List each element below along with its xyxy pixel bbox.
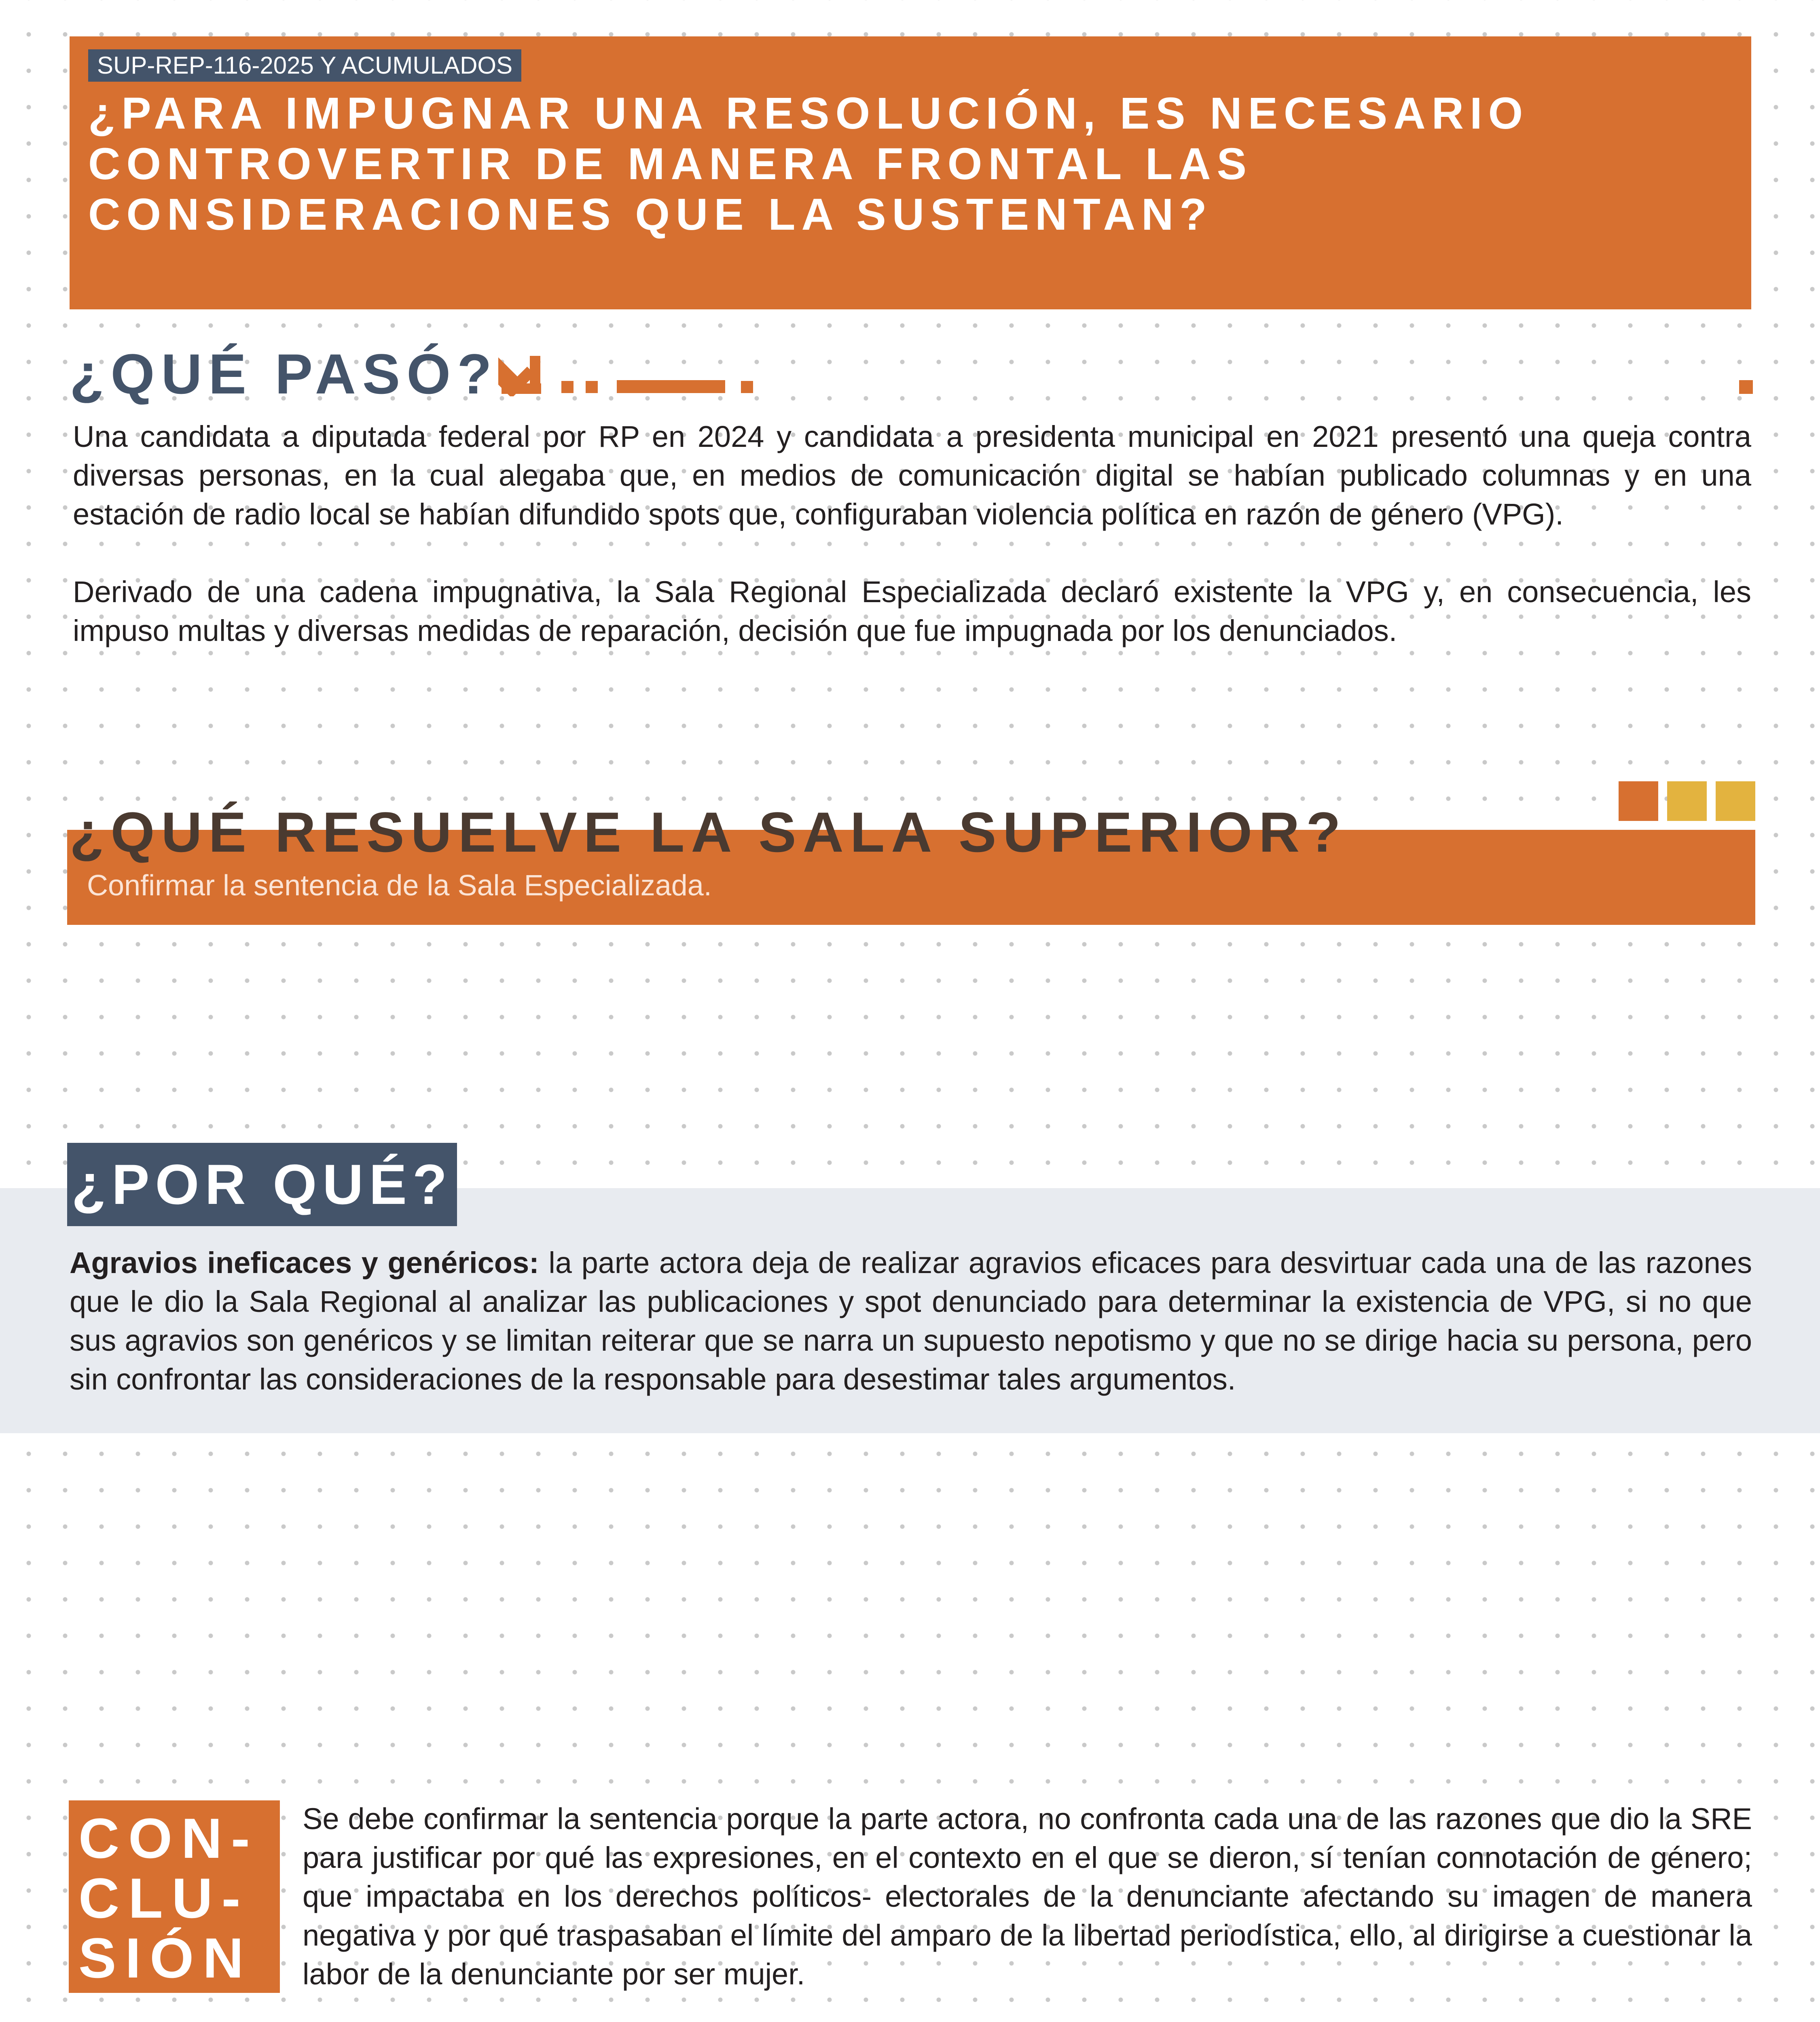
conclusion-heading-line: SIÓN xyxy=(78,1926,253,1990)
decorative-square xyxy=(1667,781,1707,821)
arrow-down-right-icon xyxy=(498,352,543,396)
que-paso-paragraph-1: Una candidata a diputada federal por RP en 2024 y candidata a presidenta municipal en 2021 presentó una queja contra diversas personas, en la cual alegaba que, en medios de comunicación digital se habían publicado columnas y en una estación de radio local se habían difundido spots que, configuraban violencia política en razón de género (VPG). xyxy=(73,420,1751,531)
resolution-text: Confirmar la sentencia de la Sala Especializada. xyxy=(87,869,712,902)
decorative-square xyxy=(1619,781,1658,821)
main-question-line: CONSIDERACIONES QUE LA SUSTENTAN? xyxy=(88,190,1213,239)
por-que-lead: Agravios ineficaces y genéricos: xyxy=(70,1246,539,1280)
conclusion-paragraph: Se debe confirmar la sentencia porque la parte actora, no confronta cada una de las razones que dio la SRE para justificar por qué las expresiones, en el contexto en el que se dieron, sí tenían connotación de género; que impactaba en los derechos políticos- electorales de la denunciante afectando su imagen de manera negativa y por qué traspasaban el límite del amparo de la libertad periodística, ello, al dirigirse a cuestionar la labor de la denunciante por ser mujer. xyxy=(303,1802,1752,1991)
main-question-line: ¿PARA IMPUGNAR UNA RESOLUCIÓN, ES NECESARIO xyxy=(88,89,1529,138)
que-paso-paragraph-2: Derivado de una cadena impugnativa, la Sala Regional Especializada declaró existente la VPG y, en consecuencia, les impuso multas y diversas medidas de reparación, decisión que fue impugnada por los denunciados. xyxy=(73,575,1751,647)
por-que-paragraph xyxy=(70,1244,1752,1399)
decorative-dot xyxy=(741,381,753,393)
decorative-dash xyxy=(617,380,725,393)
conclusion-heading-line: CON- xyxy=(78,1806,259,1870)
decorative-dot xyxy=(561,381,574,393)
decorative-square xyxy=(1716,781,1755,821)
conclusion-heading-line: CLU- xyxy=(78,1866,250,1930)
case-number-tag: SUP-REP-116-2025 Y ACUMULADOS xyxy=(88,49,521,82)
decorative-dot xyxy=(1739,380,1753,394)
main-question-line: CONTROVERTIR DE MANERA FRONTAL LAS xyxy=(88,139,1253,189)
por-que-heading: ¿POR QUÉ? xyxy=(67,1143,457,1226)
main-question xyxy=(88,88,1666,240)
decorative-dot xyxy=(586,381,598,393)
que-paso-heading: ¿QUÉ PASÓ? xyxy=(70,342,498,406)
conclusion-heading xyxy=(69,1800,280,1993)
por-que-text: la parte actora deja de realizar agravios eficaces para desvirtuar cada una de las razones que le dio la Sala Regional al analizar las publicaciones y spot denunciado para determinar la existencia de VPG, si no que sus agravios son genéricos y se limitan reiterar que se narra un supuesto nepotismo y que no se dirige hacia su persona, pero sin confrontar las consideraciones de la responsable para desestimar tales argumentos. xyxy=(70,1246,1752,1396)
resuelve-heading: ¿QUÉ RESUELVE LA SALA SUPERIOR? xyxy=(70,800,1347,864)
